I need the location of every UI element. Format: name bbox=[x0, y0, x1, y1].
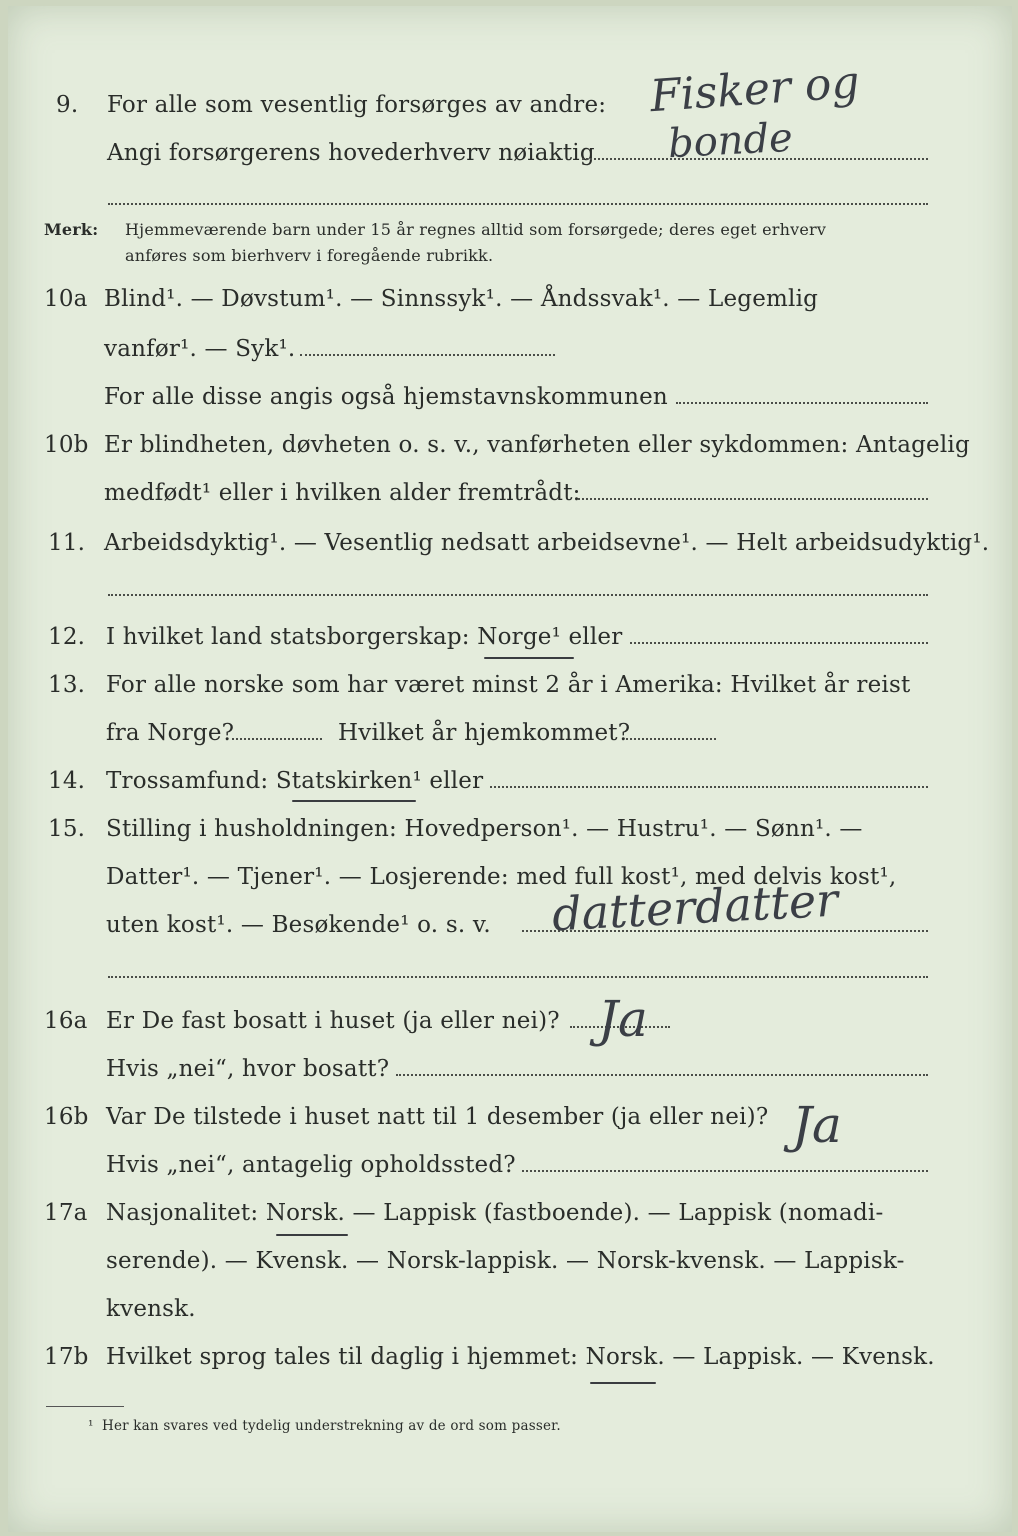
q10a-kommune-line bbox=[676, 402, 928, 404]
item-number-9: 9. bbox=[56, 92, 79, 118]
q9-handwritten-answer-2: bonde bbox=[666, 114, 794, 168]
q17a-line3: kvensk. bbox=[106, 1296, 196, 1322]
q17a-line1: Nasjonalitet: Norsk. — Lappisk (fastboende). — Lappisk (nomadi- bbox=[106, 1200, 884, 1226]
q17a-line2: serende). — Kvensk. — Norsk-lappisk. — Norsk-kvensk. — Lappisk- bbox=[106, 1248, 905, 1274]
footnote-text: Her kan svares ved tydelig understrekning av de ord som passer. bbox=[102, 1418, 561, 1434]
item-number-16b: 16b bbox=[44, 1104, 89, 1130]
q9-line2: Angi forsørgerens hovederhverv nøiaktig bbox=[107, 140, 595, 166]
q9-handwritten-answer-1: Fisker og bbox=[648, 56, 862, 123]
q10b-line2: medfødt¹ eller i hvilken alder fremtrådt: bbox=[104, 480, 581, 506]
item-number-11: 11. bbox=[48, 530, 86, 556]
q10a-line2: vanfør¹. — Syk¹. bbox=[104, 336, 296, 362]
q11-line1: Arbeidsdyktig¹. — Vesentlig nedsatt arbeidsevne¹. — Helt arbeidsudyktig¹. bbox=[104, 530, 990, 556]
q16b-opholdssted-line bbox=[522, 1170, 928, 1172]
q13-hjemkommet-line bbox=[626, 738, 716, 740]
q16a-bosatt-line bbox=[396, 1074, 928, 1076]
q17a-norsk-underline bbox=[276, 1234, 348, 1236]
q14-line1: Trossamfund: Statskirken¹ eller bbox=[106, 768, 484, 794]
item-number-16a: 16a bbox=[44, 1008, 88, 1034]
footnote-mark: ¹ bbox=[88, 1418, 94, 1434]
merk-label: Merk: bbox=[44, 220, 99, 239]
merk-line1: Hjemmeværende barn under 15 år regnes alltid som forsørgede; deres eget erhverv bbox=[125, 220, 827, 239]
item-number-17a: 17a bbox=[44, 1200, 88, 1226]
q16a-line2: Hvis „nei“, hvor bosatt? bbox=[106, 1056, 390, 1082]
q16b-line2: Hvis „nei“, antagelig opholdssted? bbox=[106, 1152, 516, 1178]
q10a-line1: Blind¹. — Døvstum¹. — Sinnssyk¹. — Åndssvak¹. — Legemlig bbox=[104, 286, 819, 312]
q11-extra-line bbox=[108, 594, 928, 596]
q16a-handwritten-answer: Ja bbox=[598, 990, 648, 1048]
q15-line1: Stilling i husholdningen: Hovedperson¹. — Hustru¹. — Sønn¹. — bbox=[106, 816, 863, 842]
item-number-10b: 10b bbox=[44, 432, 89, 458]
q15-line2: Datter¹. — Tjener¹. — Losjerende: med full kost¹, med delvis kost¹, bbox=[106, 864, 897, 890]
item-number-15: 15. bbox=[48, 816, 86, 842]
q13-line1: For alle norske som har været minst 2 år i Amerika: Hvilket år reist bbox=[106, 672, 911, 698]
merk-line2: anføres som bierhverv i foregående rubrikk. bbox=[125, 246, 494, 265]
q15-line3: uten kost¹. — Besøkende¹ o. s. v. bbox=[106, 912, 491, 938]
q17b-line1: Hvilket sprog tales til daglig i hjemmet: Norsk. — Lappisk. — Kvensk. bbox=[106, 1344, 935, 1370]
q13-reist-line bbox=[232, 738, 322, 740]
q12-line1: I hvilket land statsborgerskap: Norge¹ eller bbox=[106, 624, 623, 650]
q16b-handwritten-answer: Ja bbox=[792, 1096, 842, 1154]
q10a-line3: For alle disse angis også hjemstavnskommunen bbox=[104, 384, 668, 410]
q12-norge-underline bbox=[484, 657, 574, 659]
footnote-rule bbox=[46, 1406, 124, 1407]
q13-line2b: Hvilket år hjemkommet? bbox=[338, 720, 631, 746]
item-number-13: 13. bbox=[48, 672, 86, 698]
q12-answer-line bbox=[630, 642, 928, 644]
q10b-line1: Er blindheten, døvheten o. s. v., vanførheten eller sykdommen: Antagelig bbox=[104, 432, 970, 458]
q14-statskirken-underline bbox=[292, 800, 416, 802]
item-number-12: 12. bbox=[48, 624, 86, 650]
item-number-17b: 17b bbox=[44, 1344, 89, 1370]
item-number-14: 14. bbox=[48, 768, 86, 794]
q15-handwritten-answer: datterdatter bbox=[550, 872, 840, 942]
q10a-syk-line bbox=[300, 354, 555, 356]
q13-line2a: fra Norge? bbox=[106, 720, 235, 746]
q17b-norsk-underline bbox=[590, 1382, 656, 1384]
item-number-10a: 10a bbox=[44, 286, 88, 312]
q9-extra-line bbox=[108, 203, 928, 205]
q16b-line1: Var De tilstede i huset natt til 1 desember (ja eller nei)? bbox=[106, 1104, 769, 1130]
q10b-answer-line bbox=[578, 498, 928, 500]
q15-extra-line bbox=[108, 976, 928, 978]
q14-answer-line bbox=[490, 786, 928, 788]
q9-line1: For alle som vesentlig forsørges av andre: bbox=[107, 92, 607, 118]
q16a-line1: Er De fast bosatt i huset (ja eller nei)? bbox=[106, 1008, 560, 1034]
